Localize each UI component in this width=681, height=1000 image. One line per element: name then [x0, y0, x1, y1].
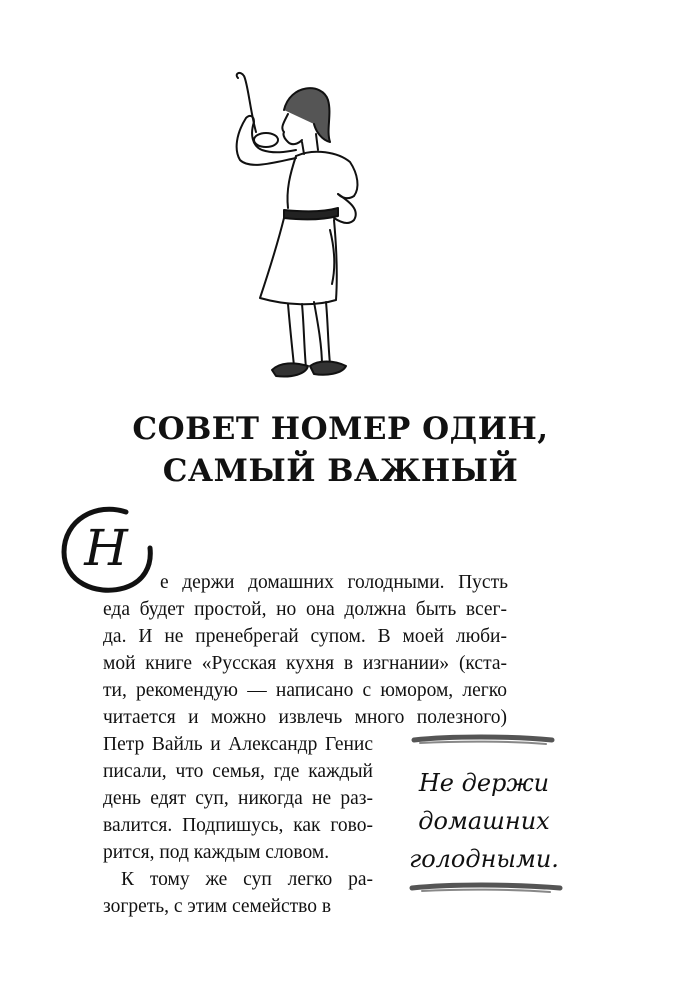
body-line: день едят суп, никогда не раз- — [103, 788, 373, 809]
woman-with-ladle-illustration — [218, 70, 398, 390]
body-line: да. И не пренебрегай супом. В моей люби- — [103, 626, 507, 647]
body-line: Петр Вайль и Александр Генис — [103, 734, 373, 755]
body-line: К тому же суп легко ра- — [121, 869, 373, 890]
chapter-heading — [60, 408, 621, 492]
body-line: валится. Подпишусь, как гово- — [103, 815, 373, 836]
pull-quote-line-1: Не держи — [418, 769, 550, 797]
body-line: еда будет простой, но она должна быть всег- — [103, 599, 507, 620]
drop-cap-letter: Н — [84, 519, 128, 577]
body-line: зогреть, с этим семейство в — [103, 896, 332, 917]
pull-quote-line-3: голодными. — [409, 845, 559, 873]
drop-cap — [56, 500, 156, 600]
body-line: рится, под каждым словом. — [103, 842, 330, 863]
pull-quote — [400, 730, 568, 900]
body-line: мой книге «Русская кухня в изгнании» (кста- — [103, 653, 507, 674]
body-line: е держи домашних голодными. Пусть — [160, 572, 508, 593]
heading-line-1: СОВЕТ НОМЕР ОДИН, — [132, 411, 549, 447]
pull-quote-line-2: домашних — [418, 807, 550, 835]
heading-line-2: САМЫЙ ВАЖНЫЙ — [162, 453, 519, 489]
body-line: читается и можно извлечь много полезного) — [103, 707, 507, 728]
body-line: ти, рекомендую — написано с юмором, легко — [103, 680, 507, 701]
body-line: писали, что семья, где каждый — [103, 761, 373, 782]
